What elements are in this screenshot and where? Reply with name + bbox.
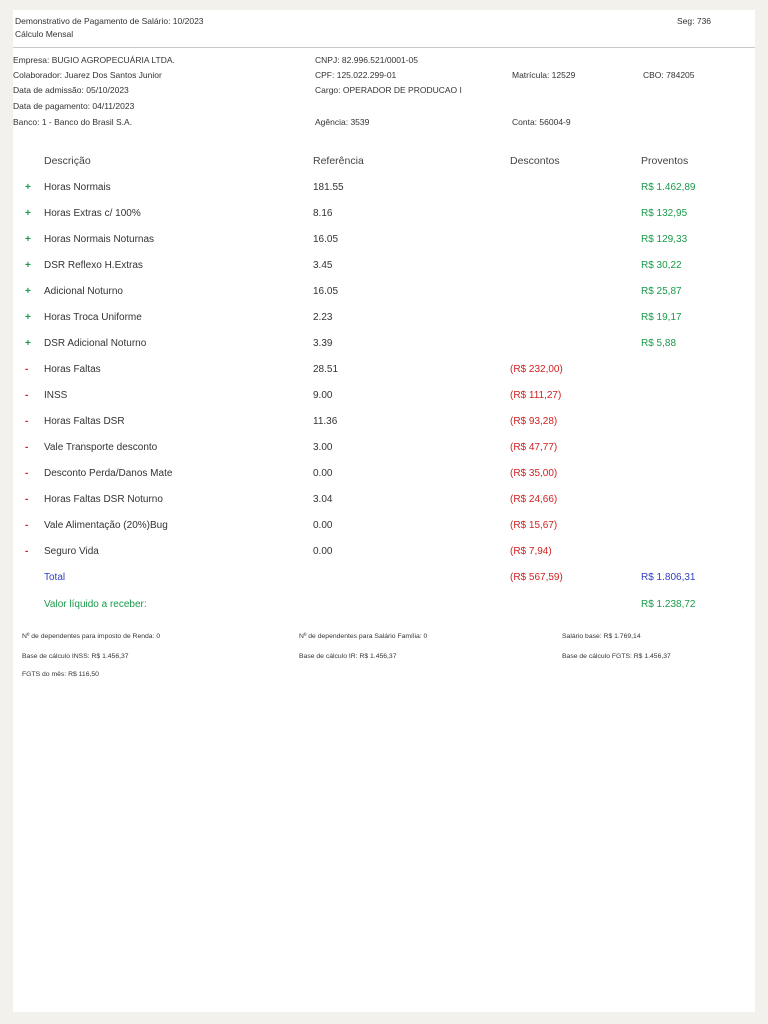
header-divider (13, 47, 755, 48)
total-proventos: R$ 1.806,31 (641, 572, 696, 583)
row-description: Horas Faltas DSR (44, 416, 125, 427)
dependents-ir: Nº de dependentes para imposto de Renda: 0 (22, 633, 161, 640)
table-row (13, 416, 755, 436)
sign-marker: - (25, 468, 29, 479)
pagamento-info: Data de pagamento: 04/11/2023 (13, 101, 135, 111)
seg-number: Seg: 736 (677, 16, 712, 26)
sign-marker: - (25, 416, 29, 427)
row-reference: 9.00 (313, 390, 333, 401)
table-row (13, 312, 755, 332)
row-reference: 0.00 (313, 546, 333, 557)
sign-marker: + (25, 338, 31, 349)
row-provento: R$ 30,22 (641, 260, 682, 271)
row-desconto: (R$ 111,27) (510, 390, 562, 401)
sign-marker: - (25, 364, 29, 375)
table-row (13, 234, 755, 254)
net-pay-row (13, 599, 755, 619)
base-fgts: Base de cálculo FGTS: R$ 1.456,37 (562, 653, 671, 660)
cargo-info: Cargo: OPERADOR DE PRODUCAO I (315, 85, 462, 95)
row-description: Horas Extras c/ 100% (44, 208, 141, 219)
sign-marker: + (25, 182, 31, 193)
row-reference: 11.36 (313, 416, 338, 427)
table-row (13, 494, 755, 514)
row-reference: 2.23 (313, 312, 333, 323)
row-desconto: (R$ 232,00) (510, 364, 563, 375)
colaborador-info: Colaborador: Juarez Dos Santos Junior (13, 70, 162, 80)
total-descontos: (R$ 567,59) (510, 572, 563, 583)
sign-marker: + (25, 234, 31, 245)
row-reference: 3.00 (313, 442, 333, 453)
sign-marker: + (25, 286, 31, 297)
table-row (13, 442, 755, 462)
cpf-info: CPF: 125.022.299-01 (315, 70, 397, 80)
banco-info: Banco: 1 - Banco do Brasil S.A. (13, 117, 133, 127)
row-description: DSR Adicional Noturno (44, 338, 147, 349)
net-pay-value: R$ 1.238,72 (641, 599, 696, 610)
row-provento: R$ 1.462,89 (641, 182, 696, 193)
row-description: Horas Faltas (44, 364, 101, 375)
admissao-info: Data de admissão: 05/10/2023 (13, 85, 129, 95)
row-reference: 3.39 (313, 338, 333, 349)
sign-marker: - (25, 442, 29, 453)
row-description: Horas Faltas DSR Noturno (44, 494, 163, 505)
cbo-info: CBO: 784205 (643, 70, 695, 80)
row-provento: R$ 25,87 (641, 286, 682, 297)
row-description: Adicional Noturno (44, 286, 123, 297)
row-description: DSR Reflexo H.Extras (44, 260, 143, 271)
row-description: Horas Troca Uniforme (44, 312, 142, 323)
net-pay-label: Valor líquido a receber: (44, 599, 147, 610)
payslip-document (13, 10, 755, 1012)
table-row (13, 364, 755, 384)
row-description: Vale Transporte desconto (44, 442, 158, 453)
salario-base: Salário base: R$ 1.769,14 (562, 633, 641, 640)
agencia-info: Agência: 3539 (315, 117, 370, 127)
row-reference: 16.05 (313, 234, 339, 245)
row-reference: 0.00 (313, 520, 333, 531)
table-row (13, 546, 755, 566)
row-desconto: (R$ 24,66) (510, 494, 558, 505)
column-header-descontos: Descontos (510, 155, 560, 167)
row-desconto: (R$ 47,77) (510, 442, 558, 453)
row-desconto: (R$ 7,94) (510, 546, 552, 557)
table-row (13, 260, 755, 280)
row-desconto: (R$ 35,00) (510, 468, 558, 479)
base-inss: Base de cálculo INSS: R$ 1.456,37 (22, 653, 129, 660)
sign-marker: + (25, 312, 31, 323)
document-subtitle: Cálculo Mensal (15, 29, 74, 39)
document-title: Demonstrativo de Pagamento de Salário: 10/2023 (15, 16, 204, 26)
row-reference: 16.05 (313, 286, 339, 297)
row-description: Vale Alimentação (20%)Bug (44, 520, 168, 531)
row-reference: 0.00 (313, 468, 333, 479)
total-label: Total (44, 572, 66, 583)
table-row (13, 182, 755, 202)
table-row (13, 520, 755, 540)
sign-marker: - (25, 390, 29, 401)
column-header-proventos: Proventos (641, 155, 689, 167)
sign-marker: + (25, 260, 31, 271)
row-description: Horas Normais Noturnas (44, 234, 155, 245)
table-row (13, 468, 755, 488)
sign-marker: - (25, 494, 29, 505)
matricula-info: Matrícula: 12529 (512, 70, 576, 80)
total-row (13, 572, 755, 592)
row-provento: R$ 5,88 (641, 338, 677, 349)
row-desconto: (R$ 15,67) (510, 520, 558, 531)
row-desconto: (R$ 93,28) (510, 416, 558, 427)
column-header-referencia: Referência (313, 155, 364, 167)
conta-info: Conta: 56004-9 (512, 117, 571, 127)
sign-marker: - (25, 546, 29, 557)
table-row (13, 208, 755, 228)
row-description: Desconto Perda/Danos Mate (44, 468, 173, 479)
row-reference: 8.16 (313, 208, 333, 219)
table-row (13, 338, 755, 358)
row-reference: 3.45 (313, 260, 333, 271)
row-reference: 181.55 (313, 182, 344, 193)
row-description: INSS (44, 390, 68, 401)
dependents-salario-familia: Nº de dependentes para Salário Família: 0 (299, 633, 428, 640)
table-row (13, 390, 755, 410)
fgts-mes: FGTS do mês: R$ 116,50 (22, 671, 99, 678)
row-reference: 3.04 (313, 494, 333, 505)
row-provento: R$ 132,95 (641, 208, 688, 219)
base-ir: Base de cálculo IR: R$ 1.456,37 (299, 653, 397, 660)
table-row (13, 286, 755, 306)
sign-marker: - (25, 520, 29, 531)
sign-marker: + (25, 208, 31, 219)
row-description: Horas Normais (44, 182, 111, 193)
empresa-info: Empresa: BUGIO AGROPECUÁRIA LTDA. (13, 55, 175, 65)
row-provento: R$ 19,17 (641, 312, 682, 323)
row-provento: R$ 129,33 (641, 234, 688, 245)
column-header-descricao: Descrição (44, 155, 91, 167)
cnpj-info: CNPJ: 82.996.521/0001-05 (315, 55, 419, 65)
row-description: Seguro Vida (44, 546, 99, 557)
row-reference: 28.51 (313, 364, 339, 375)
